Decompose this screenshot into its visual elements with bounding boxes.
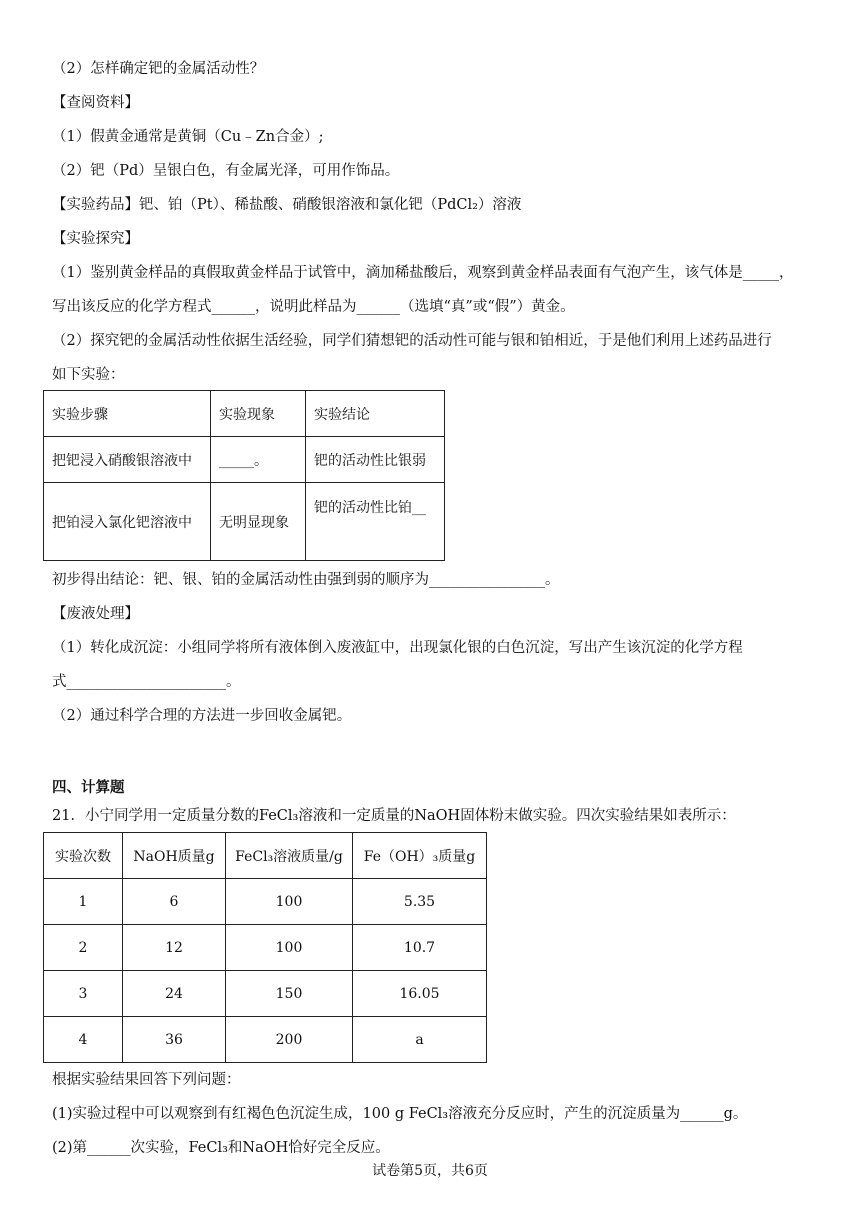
waste-header: 【废液处理】 bbox=[52, 606, 139, 622]
table-cell: 12 bbox=[123, 925, 226, 971]
reference-header: 【查阅资料】 bbox=[52, 95, 139, 111]
answer-intro: 根据实验结果回答下列问题： bbox=[52, 1072, 241, 1088]
table-cell: 无明显现象 bbox=[211, 483, 306, 561]
waste-item-1-line-2: 式______________________。 bbox=[52, 674, 241, 690]
table-cell: 150 bbox=[226, 971, 353, 1017]
table-row bbox=[44, 437, 445, 483]
table-cell: 1 bbox=[44, 879, 123, 925]
table-cell: 100 bbox=[226, 879, 353, 925]
explore-item-2-line-2: 如下实验： bbox=[52, 367, 125, 383]
table-cell: 16.05 bbox=[353, 971, 487, 1017]
table-cell: 6 bbox=[123, 879, 226, 925]
table-cell: 200 bbox=[226, 1017, 353, 1063]
table-cell: 钯的活动性比铂__ bbox=[306, 483, 445, 561]
page-footer: 试卷第5页，共6页 bbox=[372, 1163, 488, 1179]
explore-item-1-line-1: （1）鉴别黄金样品的真假取黄金样品于试管中，滴加稀盐酸后，观察到黄金样品表面有气泡产生，该气体是_____， bbox=[52, 265, 794, 281]
table-cell: a bbox=[353, 1017, 487, 1063]
explore-item-2-line-1: （2）探究钯的金属活动性依据生活经验，同学们猜想钯的活动性可能与银和铂相近，于是他们利用上述药品进行 bbox=[52, 333, 772, 349]
table-cell: 4 bbox=[44, 1017, 123, 1063]
results-table bbox=[43, 832, 487, 1063]
section-title: 四、计算题 bbox=[52, 779, 125, 796]
table-header-cell: Fe（OH）₃质量g bbox=[353, 833, 487, 879]
table-header-row bbox=[44, 833, 487, 879]
table-cell: 把钯浸入硝酸银溶液中 bbox=[44, 437, 211, 483]
table-cell: 36 bbox=[123, 1017, 226, 1063]
reference-item-2: （2）钯（Pd）呈银白色，有金属光泽，可用作饰品。 bbox=[52, 163, 400, 179]
table-row bbox=[44, 879, 487, 925]
table-header-cell: 实验结论 bbox=[306, 391, 445, 437]
table-header-cell: FeCl₃溶液质量/g bbox=[226, 833, 353, 879]
waste-item-1-line-1: （1）转化成沉淀：小组同学将所有液体倒入废液缸中，出现氯化银的白色沉淀，写出产生该沉淀的化学方程 bbox=[52, 640, 743, 656]
table-header-row bbox=[44, 391, 445, 437]
table-header-cell: 实验现象 bbox=[211, 391, 306, 437]
table-cell: 5.35 bbox=[353, 879, 487, 925]
table-cell: 3 bbox=[44, 971, 123, 1017]
table-cell: 把铂浸入氯化钯溶液中 bbox=[44, 483, 211, 561]
conclusion-line: 初步得出结论：钯、银、铂的金属活动性由强到弱的顺序为________________。 bbox=[52, 572, 560, 588]
experiment-table bbox=[43, 390, 445, 561]
explore-header: 【实验探究】 bbox=[52, 231, 139, 247]
table-row bbox=[44, 1017, 487, 1063]
question-2-text: （2）怎样确定钯的金属活动性？ bbox=[52, 61, 265, 77]
sub-question-1: (1)实验过程中可以观察到有红褐色色沉淀生成，100 g FeCl₃溶液充分反应时，产生的沉淀质量为______g。 bbox=[52, 1106, 748, 1122]
table-header-cell: NaOH质量g bbox=[123, 833, 226, 879]
table-cell: 钯的活动性比银弱 bbox=[306, 437, 445, 483]
question-21-text: 21．小宁同学用一定质量分数的FeCl₃溶液和一定质量的NaOH固体粉末做实验。四次实验结果如表所示： bbox=[52, 808, 736, 824]
reagents-line: 【实验药品】钯、铂（Pt）、稀盐酸、硝酸银溶液和氯化钯（PdCl₂）溶液 bbox=[52, 197, 522, 213]
table-cell: 24 bbox=[123, 971, 226, 1017]
sub-question-2: (2)第______次实验，FeCl₃和NaOH恰好完全反应。 bbox=[52, 1140, 390, 1156]
explore-item-1-line-2: 写出该反应的化学方程式______，说明此样品为______（选填“真”或“假”）黄金。 bbox=[52, 299, 575, 315]
waste-item-2: （2）通过科学合理的方法进一步回收金属钯。 bbox=[52, 708, 352, 724]
table-cell: 100 bbox=[226, 925, 353, 971]
table-cell: _____。 bbox=[211, 437, 306, 483]
reference-item-1: （1）假黄金通常是黄铜（Cu﹣Zn合金）; bbox=[52, 129, 324, 145]
table-row bbox=[44, 925, 487, 971]
table-cell: 2 bbox=[44, 925, 123, 971]
table-header-cell: 实验次数 bbox=[44, 833, 123, 879]
table-row bbox=[44, 483, 445, 561]
table-cell: 10.7 bbox=[353, 925, 487, 971]
table-row bbox=[44, 971, 487, 1017]
table-header-cell: 实验步骤 bbox=[44, 391, 211, 437]
